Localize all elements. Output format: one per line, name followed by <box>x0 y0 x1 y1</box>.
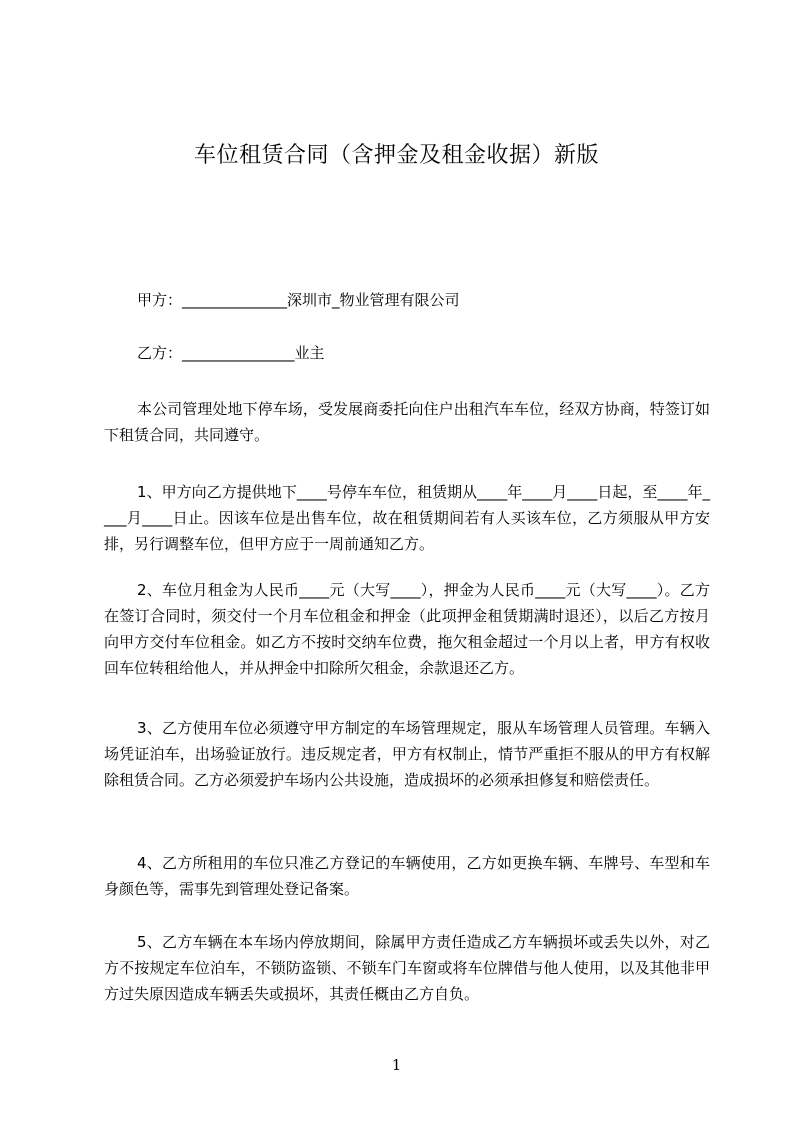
clause-3: 3、乙方使用车位必须遵守甲方制定的车场管理规定，服从车场管理人员管理。车辆入场凭证泊车，出场验证放行。违反规定者，甲方有权制止，情节严重拒不服从的甲方有权解除租赁合同。乙方必须爱护车场内公共设施，造成损坏的必须承担修复和赔偿责任。 <box>104 719 710 789</box>
page-number: 1 <box>391 1056 402 1074</box>
document-title: 车位租赁合同（含押金及租金收据）新版 <box>193 143 599 168</box>
clause-4: 4、乙方所租用的车位只准乙方登记的车辆使用，乙方如更换车辆、车牌号、车型和车身颜色等，需事先到管理处登记备案。 <box>104 854 710 898</box>
party-a-line: 甲方：______________深圳市_物业管理有限公司 <box>137 291 460 309</box>
clause-1: 1、甲方向乙方提供地下____号停车车位，租赁期从____年____月____日起，至____年____月____日止。因该车位是出售车位，故在租赁期间若有人买该车位，乙方须服从甲方安排，另行调整车位，但甲方应于一周前通知乙方。 <box>104 483 710 553</box>
party-b-line: 乙方：_______________业主 <box>137 344 325 362</box>
clause-2: 2、车位月租金为人民币____元（大写____），押金为人民币____元（大写____）。乙方在签订合同时，须交付一个月车位租金和押金（此项押金租赁期满时退还），以后乙方按月向甲方交付车位租金。如乙方不按时交纳车位费，拖欠租金超过一个月以上者，甲方有权收回车位转租给他人，并从押金中扣除所欠租金，余款退还乙方。 <box>104 581 710 677</box>
clause-5: 5、乙方车辆在本车场内停放期间，除属甲方责任造成乙方车辆损坏或丢失以外，对乙方不按规定车位泊车，不锁防盗锁、不锁车门车窗或将车位牌借与他人使用，以及其他非甲方过失原因造成车辆丢失或损坏，其责任概由乙方自负。 <box>104 933 710 1003</box>
intro-paragraph: 本公司管理处地下停车场，受发展商委托向住户出租汽车车位，经双方协商，特签订如下租赁合同，共同遵守。 <box>104 400 710 444</box>
